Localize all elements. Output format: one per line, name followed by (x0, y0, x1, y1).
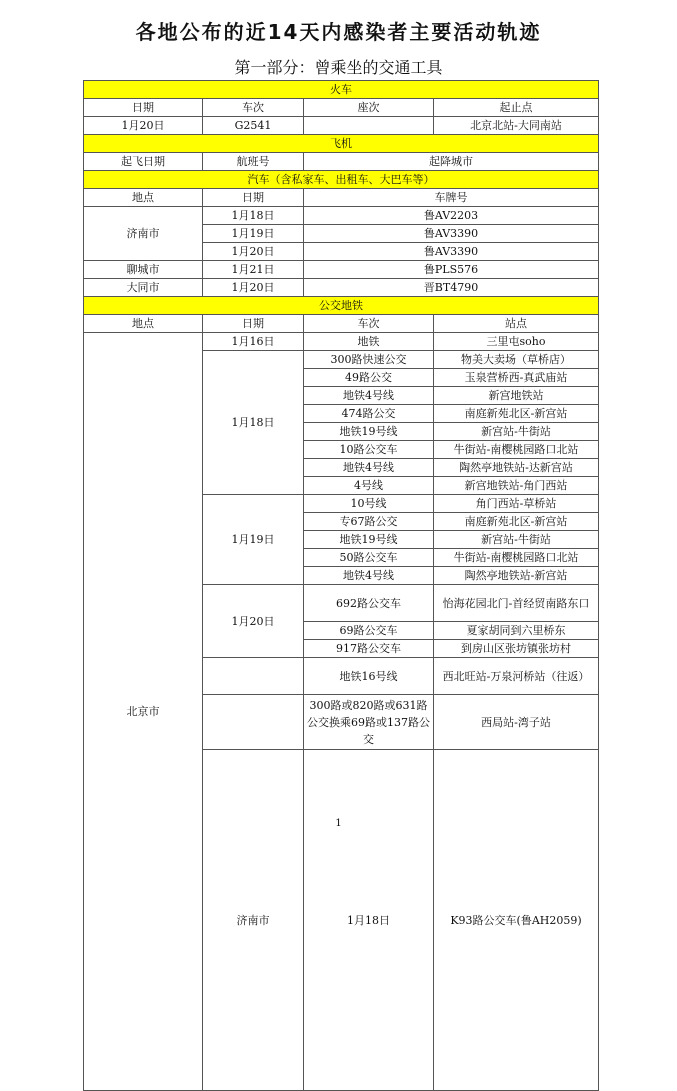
column-header: 地点 (84, 315, 203, 333)
stops: 三里屯soho (434, 333, 599, 351)
page-title: 各地公布的近14天内感染者主要活动轨迹 (135, 20, 542, 44)
route: 地铁16号线 (304, 658, 434, 695)
route: 地铁4号线 (304, 567, 434, 585)
stops: 新宫站-牛街站 (434, 531, 599, 549)
route: 49路公交 (304, 369, 434, 387)
column-header: 起飞日期 (84, 153, 203, 171)
table-row (84, 333, 599, 351)
train-date: 1月20日 (84, 117, 203, 135)
stops: 牛街站-南樱桃园路口北站 (434, 549, 599, 567)
column-header: 车次 (304, 315, 434, 333)
bus-date-empty (203, 658, 304, 695)
stops: 西局站-湾子站 (434, 695, 599, 750)
column-header: 地点 (84, 189, 203, 207)
stops: 新宫地铁站-角门西站 (434, 477, 599, 495)
car-date: 1月21日 (203, 261, 304, 279)
car-date: 1月19日 (203, 225, 304, 243)
car-place: 济南市 (84, 207, 203, 261)
train-number: G2541 (203, 117, 304, 135)
table-row (84, 117, 599, 135)
car-header: 汽车（含私家车、出租车、大巴车等） (84, 171, 599, 189)
stops: 物美大卖场（草桥店） (434, 351, 599, 369)
stops: 陶然亭地铁站-达新宫站 (434, 459, 599, 477)
bus-column-headers (84, 315, 599, 333)
route: 474路公交 (304, 405, 434, 423)
column-header: 日期 (203, 315, 304, 333)
bus-header: 公交地铁 (84, 297, 599, 315)
stops: 玉泉营桥西-真武庙站 (434, 369, 599, 387)
route: 地铁19号线 (304, 423, 434, 441)
route: 300路或820路或631路公交换乘69路或137路公交 (304, 695, 434, 750)
bus-date-empty (203, 695, 304, 750)
stops: 到房山区张坊镇张坊村 (434, 640, 599, 658)
column-header: 车牌号 (304, 189, 599, 207)
bus-section-header (84, 297, 599, 315)
column-header: 站点 (434, 315, 599, 333)
stops: 夏家胡同到六里桥东 (434, 622, 599, 640)
route: 692路公交车 (304, 585, 434, 622)
stops: 西北旺站-万泉河桥站（往返） (434, 658, 599, 695)
car-section-header (84, 171, 599, 189)
route: 300路快速公交 (304, 351, 434, 369)
car-date: 1月18日 (203, 207, 304, 225)
route: 地铁4号线 (304, 387, 434, 405)
stops: 南庭新苑北区-新宫站 (434, 513, 599, 531)
column-header: 航班号 (203, 153, 304, 171)
license-plate: 晋BT4790 (304, 279, 599, 297)
bus-date: 1月20日 (203, 585, 304, 658)
stops: 陶然亭地铁站-新宫站 (434, 567, 599, 585)
route: 专67路公交 (304, 513, 434, 531)
stops: 南庭新苑北区-新宫站 (434, 405, 599, 423)
column-header: 日期 (203, 189, 304, 207)
train-column-headers (84, 99, 599, 117)
car-column-headers (84, 189, 599, 207)
table-row (84, 261, 599, 279)
train-section-header (84, 81, 599, 99)
license-plate: 鲁AV3390 (304, 243, 599, 261)
route: 地铁19号线 (304, 531, 434, 549)
page-number: 1 (335, 818, 342, 829)
column-header: 起降城市 (304, 153, 599, 171)
route: 10路公交车 (304, 441, 434, 459)
column-header: 起止点 (434, 99, 599, 117)
column-header: 车次 (203, 99, 304, 117)
train-seat (304, 117, 434, 135)
license-plate: 鲁AV3390 (304, 225, 599, 243)
route: 地铁 (304, 333, 434, 351)
route: 917路公交车 (304, 640, 434, 658)
route: K93路公交车(鲁AH2059) (434, 750, 599, 1091)
bus-place: 北京市 (84, 333, 203, 1091)
car-place: 聊城市 (84, 261, 203, 279)
bus-date: 1月18日 (304, 750, 434, 1091)
route: 地铁4号线 (304, 459, 434, 477)
license-plate: 鲁PLS576 (304, 261, 599, 279)
bus-date: 1月18日 (203, 351, 304, 495)
route: 10号线 (304, 495, 434, 513)
bus-place: 济南市 (203, 750, 304, 1091)
table-row (84, 279, 599, 297)
stops: 新宫站-牛街站 (434, 423, 599, 441)
car-place: 大同市 (84, 279, 203, 297)
stops: 角门西站-草桥站 (434, 495, 599, 513)
section-subtitle: 第一部分：曾乘坐的交通工具 (234, 58, 443, 77)
column-header: 日期 (84, 99, 203, 117)
plane-section-header (84, 135, 599, 153)
route: 69路公交车 (304, 622, 434, 640)
plane-column-headers (84, 153, 599, 171)
stops: 怡海花园北门-首经贸南路东口 (434, 585, 599, 622)
train-route: 北京北站-大同南站 (434, 117, 599, 135)
stops: 新宫地铁站 (434, 387, 599, 405)
table-row (84, 207, 599, 225)
plane-header: 飞机 (84, 135, 599, 153)
car-date: 1月20日 (203, 243, 304, 261)
route: 50路公交车 (304, 549, 434, 567)
car-date: 1月20日 (203, 279, 304, 297)
transport-table (83, 80, 599, 1091)
bus-date: 1月19日 (203, 495, 304, 585)
bus-date: 1月16日 (203, 333, 304, 351)
stops: 牛街站-南樱桃园路口北站 (434, 441, 599, 459)
column-header: 座次 (304, 99, 434, 117)
license-plate: 鲁AV2203 (304, 207, 599, 225)
train-header: 火车 (84, 81, 599, 99)
route: 4号线 (304, 477, 434, 495)
